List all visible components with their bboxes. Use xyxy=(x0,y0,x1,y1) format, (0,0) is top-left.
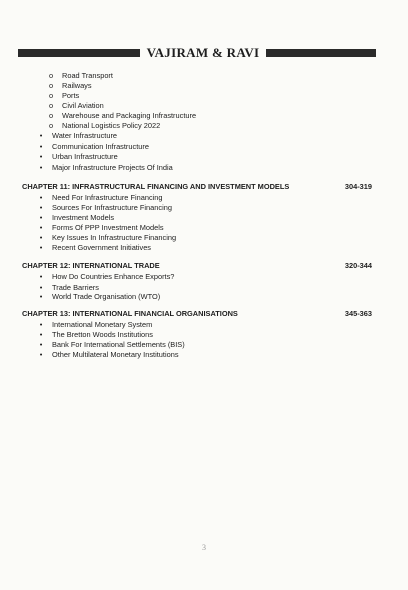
list-item: • Sources For Infrastructure Financing xyxy=(52,203,172,212)
chapter-page-range: 345-363 xyxy=(344,309,372,318)
sub-list-item: o Road Transport xyxy=(62,71,113,80)
bullet-icon: • xyxy=(39,283,43,292)
bullet-icon: • xyxy=(39,213,43,222)
list-item: • World Trade Organisation (WTO) xyxy=(52,292,160,301)
header-rule-right xyxy=(266,49,376,57)
bullet-icon: • xyxy=(39,152,43,161)
chapter-title: CHAPTER 11: INFRASTRUCTURAL FINANCING AND INVESTMENT MODELS xyxy=(22,182,290,191)
sub-bullet-icon: o xyxy=(48,121,54,130)
bullet-icon: • xyxy=(39,203,43,212)
list-item: • Bank For International Settlements (BIS) xyxy=(52,340,185,349)
list-item: • Key Issues In Infrastructure Financing xyxy=(52,233,176,242)
bullet-icon: • xyxy=(39,330,43,339)
list-item: • Forms Of PPP Investment Models xyxy=(52,223,164,232)
chapter-page-range: 320-344 xyxy=(344,261,372,270)
header-rule-left xyxy=(18,49,140,57)
sub-bullet-icon: o xyxy=(48,111,54,120)
sub-list-item: o Warehouse and Packaging Infrastructure xyxy=(62,111,196,120)
chapter-title: CHAPTER 13: INTERNATIONAL FINANCIAL ORGANISATIONS xyxy=(22,309,238,318)
list-item: • Major Infrastructure Projects Of India xyxy=(52,163,173,172)
chapter-page-range: 304-319 xyxy=(344,182,372,191)
bullet-icon: • xyxy=(39,233,43,242)
list-item: • International Monetary System xyxy=(52,320,152,329)
bullet-icon: • xyxy=(39,272,43,281)
bullet-icon: • xyxy=(39,350,43,359)
bullet-icon: • xyxy=(39,292,43,301)
list-item: • Water Infrastructure xyxy=(52,131,117,140)
list-item: • How Do Countries Enhance Exports? xyxy=(52,272,174,281)
sub-bullet-icon: o xyxy=(48,81,54,90)
list-item: • Investment Models xyxy=(52,213,114,222)
list-item: • Need For Infrastructure Financing xyxy=(52,193,163,202)
sub-bullet-icon: o xyxy=(48,101,54,110)
list-item: • The Bretton Woods Institutions xyxy=(52,330,153,339)
header-title: VAJIRAM & RAVI xyxy=(146,45,260,60)
bullet-icon: • xyxy=(39,320,43,329)
sub-list-item: o Civil Aviation xyxy=(62,101,104,110)
bullet-icon: • xyxy=(39,163,43,172)
page-number: 3 xyxy=(202,543,206,552)
sub-list-item: o National Logistics Policy 2022 xyxy=(62,121,160,130)
sub-bullet-icon: o xyxy=(48,91,54,100)
chapter-title: CHAPTER 12: INTERNATIONAL TRADE xyxy=(22,261,160,270)
bullet-icon: • xyxy=(39,193,43,202)
sub-bullet-icon: o xyxy=(48,71,54,80)
list-item: • Communication Infrastructure xyxy=(52,142,149,151)
bullet-icon: • xyxy=(39,340,43,349)
list-item: • Urban Infrastructure xyxy=(52,152,118,161)
bullet-icon: • xyxy=(39,142,43,151)
sub-list-item: o Railways xyxy=(62,81,92,90)
list-item: • Other Multilateral Monetary Institutions xyxy=(52,350,179,359)
sub-list-item: o Ports xyxy=(62,91,79,100)
list-item: • Recent Government Initiatives xyxy=(52,243,151,252)
bullet-icon: • xyxy=(39,243,43,252)
bullet-icon: • xyxy=(39,131,43,140)
list-item: • Trade Barriers xyxy=(52,283,99,292)
page-header xyxy=(18,44,376,62)
bullet-icon: • xyxy=(39,223,43,232)
